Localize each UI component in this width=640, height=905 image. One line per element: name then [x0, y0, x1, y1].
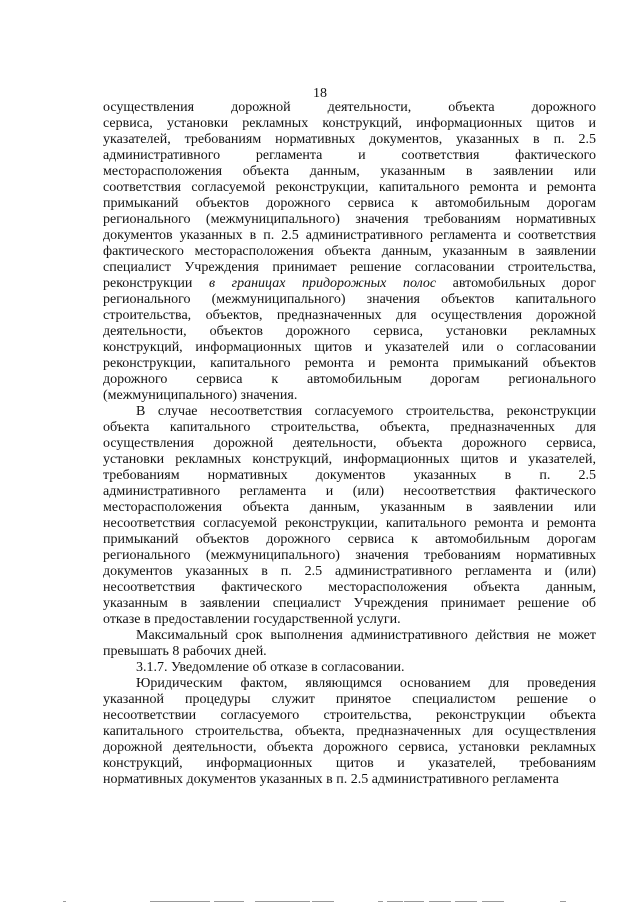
- text-run: требованиям нормативных документов указанных в п. 2.5: [103, 468, 596, 483]
- text-run: В случае несоответствия согласуемого строительства, реконструкции: [136, 404, 596, 419]
- text-run: указанным в заявлении специалист Учреждения принимает решение об: [103, 596, 596, 611]
- text-line: [103, 196, 596, 212]
- text-line: [103, 468, 596, 484]
- text-line: [103, 516, 596, 532]
- text-run: реконструкции, капитального ремонта и ремонта примыканий объектов: [103, 356, 596, 371]
- text-run: несоответствия фактического месторасположения объекта данным,: [103, 580, 596, 595]
- text-run: регионального (межмуниципального) значения объектов капитального: [103, 292, 596, 307]
- text-run: Максимальный срок выполнения административного действия не может: [136, 628, 596, 643]
- text-run: дорожной деятельности, объекта дорожного сервиса, установки рекламных: [103, 740, 596, 755]
- italic-run: в границах придорожных полос: [208, 276, 437, 291]
- footer-marks: [0, 898, 640, 904]
- text-run: установки рекламных конструкций, информационных щитов и указателей,: [103, 452, 596, 467]
- text-run: примыканий объектов дорожного сервиса к автомобильным дорогам: [103, 532, 596, 547]
- text-line: [103, 404, 596, 420]
- text-run: конструкций, информационных щитов и указателей или о согласовании: [103, 340, 596, 355]
- text-line: [103, 388, 596, 404]
- text-line: [103, 372, 596, 388]
- text-run: документов указанных в п. 2.5 административного регламента и соответствия: [103, 228, 596, 243]
- text-line: [103, 100, 596, 116]
- scan-mark: [482, 901, 504, 902]
- text-line: [103, 452, 596, 468]
- text-run: капитального строительства, объекта, предназначенных для осуществления: [103, 724, 596, 739]
- scan-mark: [429, 901, 451, 902]
- text-run: сервиса, установки рекламных конструкций, информационных щитов и: [103, 116, 596, 131]
- text-line: [103, 148, 596, 164]
- text-run: отказе в предоставлении государственной услуги.: [103, 612, 401, 627]
- text-run: соответствия согласуемой реконструкции, капитального ремонта и ремонта: [103, 180, 596, 195]
- text-line: [103, 276, 596, 292]
- text-run: автомобильных дорог: [436, 276, 596, 291]
- text-line: [103, 356, 596, 372]
- scan-mark: [560, 901, 566, 902]
- text-line: [103, 612, 596, 628]
- scan-mark: [63, 901, 66, 902]
- text-line: [103, 180, 596, 196]
- text-run: административного регламента и (или) несоответствия фактического: [103, 484, 596, 499]
- text-run: конструкций, информационных щитов и указателей, требованиям: [103, 756, 596, 771]
- scan-mark: [378, 901, 383, 902]
- text-run: осуществления дорожной деятельности, объекта дорожного: [103, 100, 596, 115]
- text-line: [103, 228, 596, 244]
- text-run: регионального (межмуниципального) значения требованиям нормативных: [103, 212, 596, 227]
- text-run: 3.1.7. Уведомление об отказе в согласовании.: [136, 660, 405, 675]
- text-line: [103, 692, 596, 708]
- text-run: строительства, объектов, предназначенных для осуществления дорожной: [103, 308, 596, 323]
- text-run: примыканий объектов дорожного сервиса к автомобильным дорогам: [103, 196, 596, 211]
- text-run: (межмуниципального) значения.: [103, 388, 298, 403]
- text-run: административного регламента и соответствия фактического: [103, 148, 596, 163]
- scan-mark: [312, 901, 334, 902]
- text-line: [103, 164, 596, 180]
- text-run: регионального (межмуниципального) значения требованиям нормативных: [103, 548, 596, 563]
- text-line: [103, 580, 596, 596]
- text-line: [103, 756, 596, 772]
- text-line: [103, 660, 596, 676]
- text-line: [103, 116, 596, 132]
- text-line: [103, 308, 596, 324]
- text-line: [103, 132, 596, 148]
- text-run: фактического месторасположения объекта данным, указанным в заявлении: [103, 244, 596, 259]
- text-line: [103, 436, 596, 452]
- scan-mark: [404, 901, 424, 902]
- text-line: [103, 324, 596, 340]
- text-run: нормативных документов указанных в п. 2.5 административного регламента: [103, 772, 559, 787]
- scan-mark: [387, 901, 403, 902]
- text-line: [103, 772, 596, 788]
- text-line: [103, 740, 596, 756]
- text-run: осуществления дорожной деятельности, объекта дорожного сервиса,: [103, 436, 596, 451]
- text-run: месторасположения объекта данным, указанным в заявлении или: [103, 500, 596, 515]
- text-line: [103, 532, 596, 548]
- text-run: деятельности, объектов дорожного сервиса, установки рекламных: [103, 324, 596, 339]
- text-line: [103, 340, 596, 356]
- text-line: [103, 676, 596, 692]
- text-line: [103, 212, 596, 228]
- text-run: документов указанных в п. 2.5 административного регламента и (или): [103, 564, 596, 579]
- document-body: [103, 100, 596, 788]
- scan-mark: [455, 901, 477, 902]
- text-line: [103, 708, 596, 724]
- text-run: указанной процедуры служит принятое специалистом решение о: [103, 692, 596, 707]
- text-line: [103, 596, 596, 612]
- scan-mark: [214, 901, 244, 902]
- text-line: [103, 292, 596, 308]
- text-run: Юридическим фактом, являющимся основанием для проведения: [136, 676, 596, 691]
- text-run: реконструкции: [103, 276, 209, 291]
- text-line: [103, 484, 596, 500]
- text-line: [103, 564, 596, 580]
- text-line: [103, 548, 596, 564]
- page-number: 18: [313, 86, 327, 101]
- text-line: [103, 500, 596, 516]
- text-line: [103, 724, 596, 740]
- scan-mark: [150, 901, 210, 902]
- text-run: несоответствии согласуемого строительства, реконструкции объекта: [103, 708, 596, 723]
- text-run: специалист Учреждения принимает решение согласовании строительства,: [103, 260, 596, 275]
- scan-mark: [255, 901, 310, 902]
- text-run: дорожного сервиса к автомобильным дорогам регионального: [103, 372, 596, 387]
- text-line: [103, 244, 596, 260]
- text-run: месторасположения объекта данным, указанным в заявлении или: [103, 164, 596, 179]
- text-run: несоответствия согласуемой реконструкции, капитального ремонта и ремонта: [103, 516, 596, 531]
- text-run: превышать 8 рабочих дней.: [103, 644, 267, 659]
- text-line: [103, 644, 596, 660]
- text-run: указателей, требованиям нормативных документов, указанных в п. 2.5: [103, 132, 596, 147]
- text-line: [103, 260, 596, 276]
- text-line: [103, 628, 596, 644]
- text-line: [103, 420, 596, 436]
- text-run: объекта капитального строительства, объекта, предназначенных для: [103, 420, 596, 435]
